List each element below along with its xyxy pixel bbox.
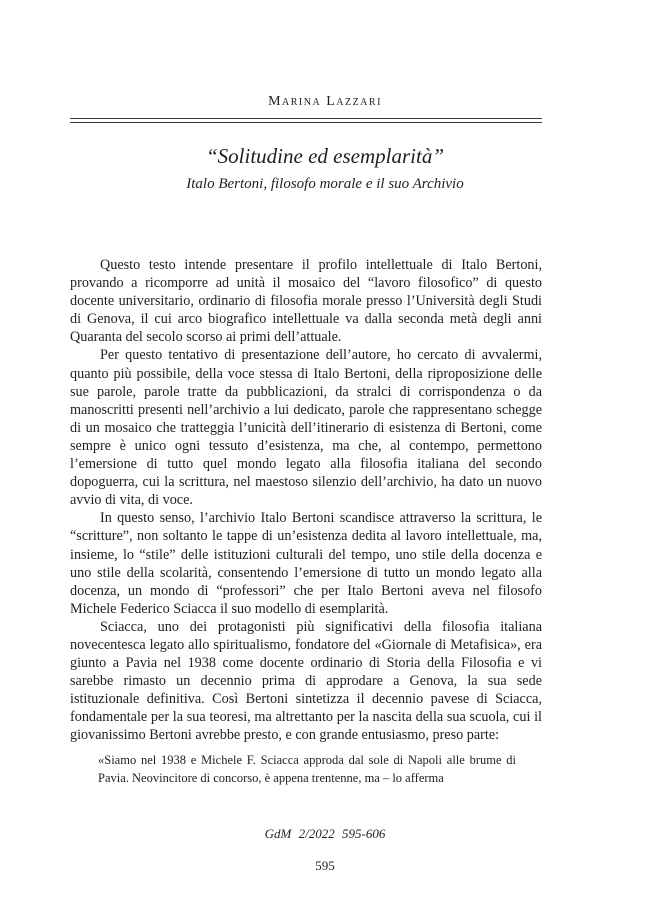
block-quote: «Siamo nel 1938 e Michele F. Sciacca approda dal sole di Napoli alle brume di Pavia. Neovincitore di concorso, è appena trentenne, ma – lo afferma [98, 753, 516, 785]
article-subtitle: Italo Bertoni, filosofo morale e il suo Archivio [186, 176, 464, 192]
page-number: 595 [315, 858, 335, 873]
body-paragraph: Per questo tentativo di presentazione dell’autore, ho cercato di avvalermi, quanto più possibile, della voce stessa di Italo Bertoni, della riproposizione delle sue parole, parole tratte da pubblicazioni, da stralci di corrispondenza o da manoscritti presenti nell’archivio a lui dedicato, parole che rappresentano schegge di un mosaico che tratteggia l’unicità dell’itinerario di esistenza di Bertoni, come sempre è unico ogni tessuto d’esistenza, ma che, al contempo, permettono l’emersione di tutto quel mondo legato alla filosofia italiana del secondo dopoguerra, cui la scrittura, nel maestoso silenzio dell’archivio, ha dato un nuovo avvio di vita, di voce. [70, 347, 542, 509]
body-paragraph: Sciacca, uno dei protagonisti più significativi della filosofia italiana novecentesca legato allo spiritualismo, fondatore del «Giornale di Metafisica», era giunto a Pavia nel 1938 come docente ordinario di Storia della Filosofia e vi sarebbe rimasto un decennio prima di approdare a Genova, la sua sede istituzionale definitiva. Così Bertoni sintetizza il decennio pavese di Sciacca, fondamentale per la sua teoresi, ma altrettanto per la nascita della sua scuola, cui il giovanissimo Bertoni avrebbe presto, e con grande entusiasmo, preso parte: [70, 618, 542, 744]
body-paragraph: Questo testo intende presentare il profilo intellettuale di Italo Bertoni, provando a ricomporre ad unità il mosaico del “lavoro filosofico” di questo docente universitario, ordinario di filosofia morale presso l’Università degli Studi di Genova, il cui arco biografico intellettuale va dalla seconda metà degli anni Quaranta del secolo scorso ai primi dell’attuale. [70, 257, 542, 346]
header-rule-bottom [70, 122, 542, 123]
body-paragraph: In questo senso, l’archivio Italo Bertoni scandisce attraverso la scrittura, le “scritture”, non soltanto le tappe di un’esistenza dedita al lavoro intellettuale, ma, insieme, lo “stile” delle istituzioni culturali del tempo, uno stile della docenza e uno stile della scolarità, consentendo l’emersione di tutto un mondo legato alla docenza, un mondo di “professori” che per Italo Bertoni aveva nel filosofo Michele Federico Sciacca il suo modello di esemplarità. [70, 510, 542, 617]
header-rule-top [70, 118, 542, 119]
article-title: “Solitudine ed esemplarità” [206, 144, 444, 168]
journal-reference: GdM 2/2022 595-606 [264, 826, 386, 841]
running-header-author: Marina Lazzari [268, 94, 382, 109]
article-body [70, 256, 542, 745]
